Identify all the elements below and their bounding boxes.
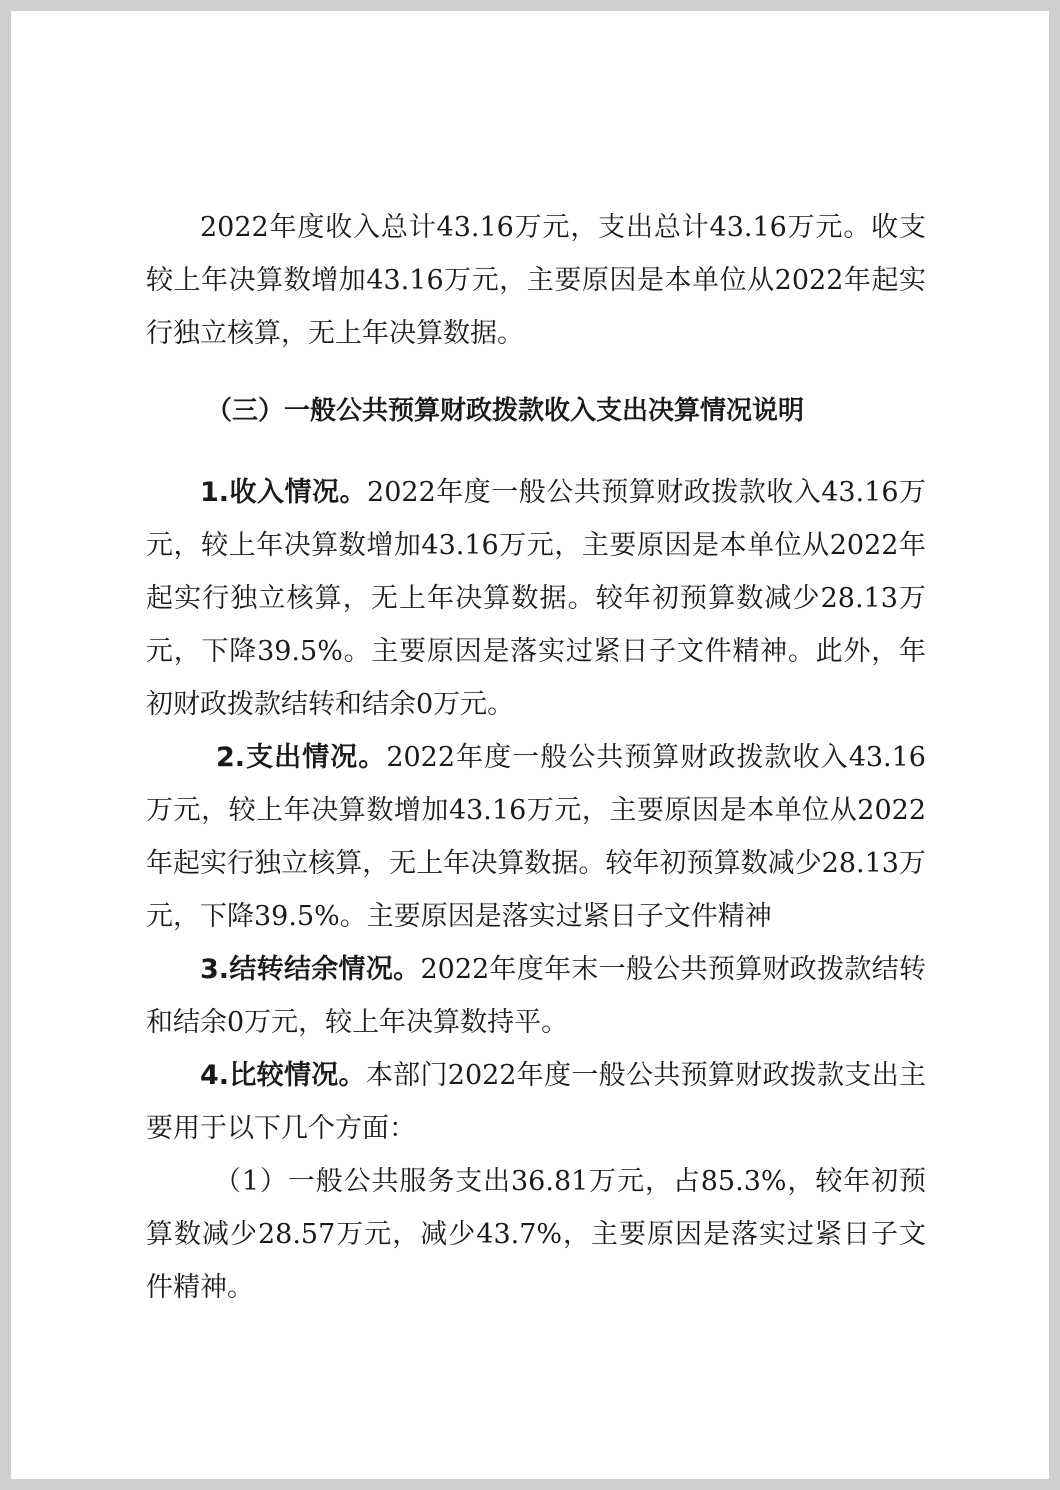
paragraph-expense-situation [146,731,926,943]
paragraph-lead: 2.支出情况。 [216,742,387,773]
paragraph-text: 2022年度年末一般公共预算财政拨款结转和结余0万元，较上年决算数持平。 [146,954,927,1038]
document-page [11,11,1049,1479]
spacer [146,360,926,385]
paragraph-comparison-situation [146,1049,926,1155]
paragraph-text: 2022年度一般公共预算财政拨款收入43.16万元，较上年决算数增加43.16万元，主要原因是本单位从2022年起实行独立核算，无上年决算数据。较年初预算数减少28.13万元，下降39.5%。主要原因是落实过紧日子文件精神。此外，年初财政拨款结转和结余0万元。 [146,477,926,720]
list-item-general-public-services: （1）一般公共服务支出36.81万元，占85.3%，较年初预算数减少28.57万元，减少43.7%，主要原因是落实过紧日子文件精神。 [146,1166,926,1303]
paragraph-income-situation [146,466,926,731]
paragraph-lead: 3.结转结余情况。 [200,954,421,985]
paragraph-income-expense-total: 2022年度收入总计43.16万元，支出总计43.16万元。收支较上年决算数增加43.16万元，主要原因是本单位从2022年起实行独立核算，无上年决算数据。 [146,212,926,349]
paragraph-lead: 4.比较情况。 [200,1060,366,1091]
document-body [146,201,926,1314]
spacer [146,438,926,466]
paragraph-text: 2022年度一般公共预算财政拨款收入43.16万元，较上年决算数增加43.16万元，主要原因是本单位从2022年起实行独立核算，无上年决算数据。较年初预算数减少28.13万元，下降39.5%。主要原因是落实过紧日子文件精神 [146,742,926,932]
paragraph-text: 本部门2022年度一般公共预算财政拨款支出主要用于以下几个方面： [146,1060,926,1144]
paragraph-carryover-situation [146,943,926,1049]
section-heading-3: （三）一般公共预算财政拨款收入支出决算情况说明 [206,396,805,426]
paragraph-lead: 1.收入情况。 [200,477,368,508]
